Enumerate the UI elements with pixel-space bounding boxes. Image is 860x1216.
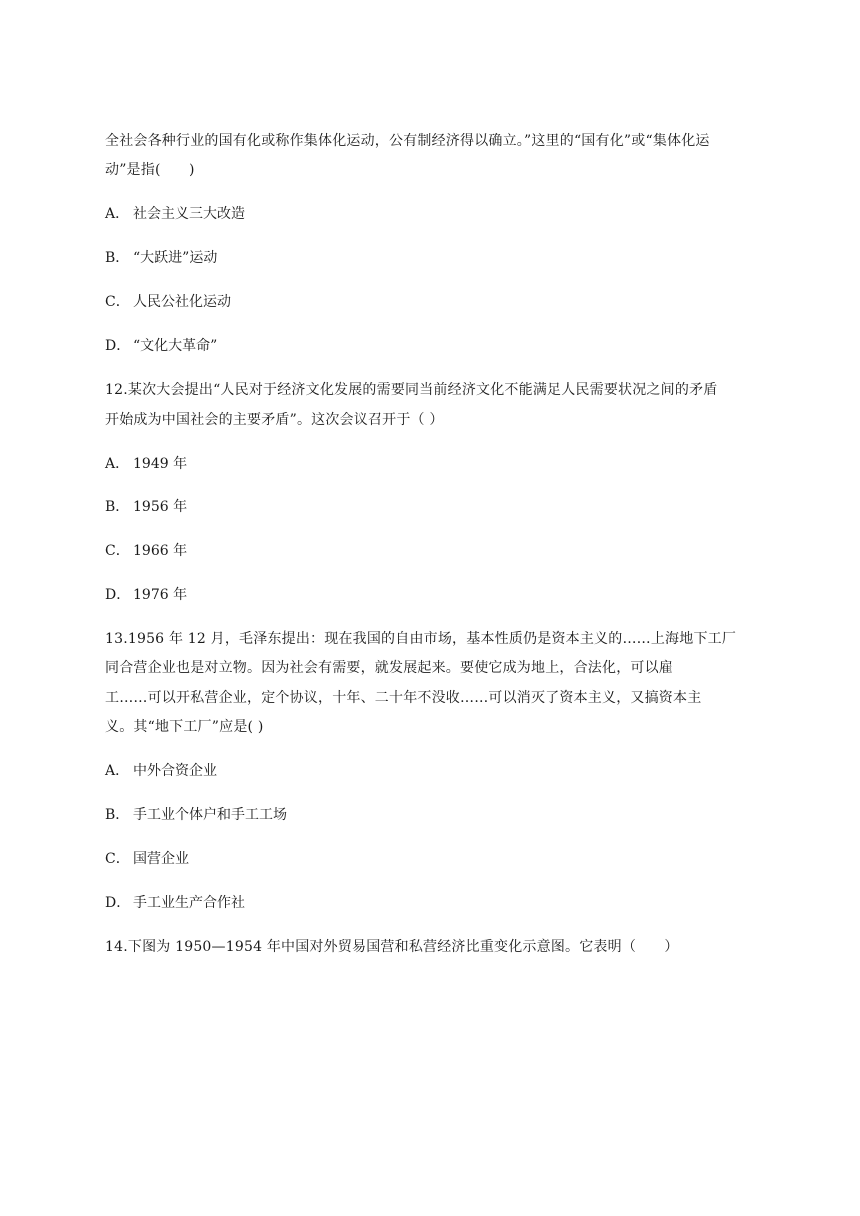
option-text: 人民公社化运动 bbox=[133, 294, 231, 310]
option-key: D． bbox=[105, 895, 131, 911]
option-key: D． bbox=[105, 338, 131, 354]
q13-option-c bbox=[105, 849, 189, 869]
q11-option-c bbox=[105, 292, 231, 312]
option-text: 国营企业 bbox=[133, 851, 189, 867]
option-key: B． bbox=[105, 250, 130, 266]
q12-stem-line-1: 12.某次大会提出“人民对于经济文化发展的需要同当前经济文化不能满足人民需要状况之间的矛盾 bbox=[105, 382, 718, 398]
q13-stem-line-4: 义。其“地下工厂”应是( ) bbox=[105, 719, 264, 735]
option-text: “文化大革命” bbox=[133, 338, 218, 354]
option-key: A． bbox=[105, 206, 130, 222]
q11-stem-line-2: 动”是指( ) bbox=[105, 162, 195, 178]
q12-option-c bbox=[105, 541, 187, 561]
option-key: A． bbox=[105, 456, 130, 472]
option-text: 1966 年 bbox=[133, 543, 188, 559]
option-key: B． bbox=[105, 807, 130, 823]
q14-stem-line-1: 14.下图为 1950—1954 年中国对外贸易国营和私营经济比重变化示意图。它表明（ ） bbox=[105, 939, 679, 955]
option-text: 手工业个体户和手工工场 bbox=[133, 807, 287, 823]
option-text: 社会主义三大改造 bbox=[133, 206, 245, 222]
option-key: C． bbox=[105, 851, 130, 867]
q12-stem-line-2: 开始成为中国社会的主要矛盾”。这次会议召开于（ ） bbox=[105, 412, 444, 428]
q12-option-a bbox=[105, 454, 187, 474]
q11-option-d bbox=[105, 336, 217, 356]
q11-option-a bbox=[105, 204, 245, 224]
q12-option-b bbox=[105, 497, 187, 517]
option-text: “大跃进”运动 bbox=[133, 250, 218, 266]
q13-option-a bbox=[105, 761, 217, 781]
q11-option-b bbox=[105, 248, 217, 268]
option-text: 1949 年 bbox=[133, 456, 188, 472]
q13-option-d bbox=[105, 893, 245, 913]
q13-stem-line-3: 工……可以开私营企业，定个协议，十年、二十年不没收……可以消灭了资本主义，又搞资本主 bbox=[105, 690, 702, 706]
q13-stem-line-2: 同合营企业也是对立物。因为社会有需要，就发展起来。要使它成为地上，合法化，可以雇 bbox=[105, 660, 673, 676]
option-key: C． bbox=[105, 294, 130, 310]
q13-stem-line-1: 13.1956 年 12 月，毛泽东提出：现在我国的自由市场，基本性质仍是资本主义的……上海地下工厂 bbox=[105, 631, 737, 647]
option-text: 中外合资企业 bbox=[133, 763, 217, 779]
option-text: 1956 年 bbox=[133, 499, 188, 515]
option-key: C． bbox=[105, 543, 130, 559]
q12-option-d bbox=[105, 585, 187, 605]
option-key: D． bbox=[105, 587, 131, 603]
option-key: B． bbox=[105, 499, 130, 515]
q13-option-b bbox=[105, 805, 287, 825]
option-text: 1976 年 bbox=[133, 587, 188, 603]
q11-stem-line-1: 全社会各种行业的国有化或称作集体化运动，公有制经济得以确立。”这里的“国有化”或“集体化运 bbox=[105, 133, 710, 149]
option-key: A． bbox=[105, 763, 130, 779]
option-text: 手工业生产合作社 bbox=[133, 895, 245, 911]
